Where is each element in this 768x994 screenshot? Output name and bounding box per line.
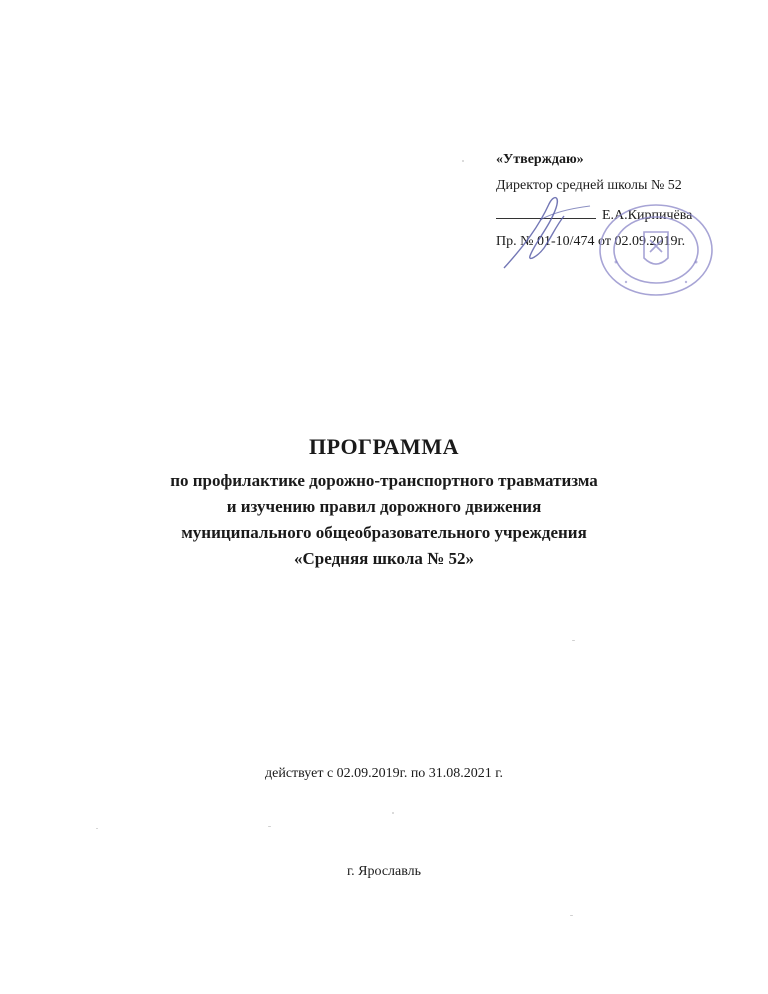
director-position: Директор средней школы № 52 xyxy=(496,178,682,193)
signer-name: Е.А.Кирпичёва xyxy=(602,208,693,223)
city: г. Ярославль xyxy=(346,864,422,879)
scan-speck xyxy=(570,915,573,916)
scan-speck xyxy=(572,640,575,641)
order-number: Пр. № 01-10/474 от 02.09.2019г. xyxy=(496,234,686,249)
scan-speck xyxy=(392,812,394,814)
approval-title: «Утверждаю» xyxy=(496,152,584,167)
school-name: «Средняя школа № 52» xyxy=(294,549,474,568)
program-subtitle-line: по профилактике дорожно-транспортного травматизма xyxy=(170,471,598,490)
program-subtitle-line: и изучению правил дорожного движения xyxy=(226,497,542,516)
scan-speck xyxy=(268,826,271,827)
program-title-block xyxy=(0,434,768,572)
program-subtitle-line: муниципального общеобразовательного учреждения xyxy=(181,523,587,542)
scan-speck xyxy=(462,160,464,162)
handwritten-signature-icon xyxy=(494,186,634,276)
validity-period: действует с 02.09.2019г. по 31.08.2021 г. xyxy=(265,766,503,781)
scan-speck xyxy=(96,828,98,829)
program-heading: ПРОГРАММА xyxy=(309,434,459,459)
